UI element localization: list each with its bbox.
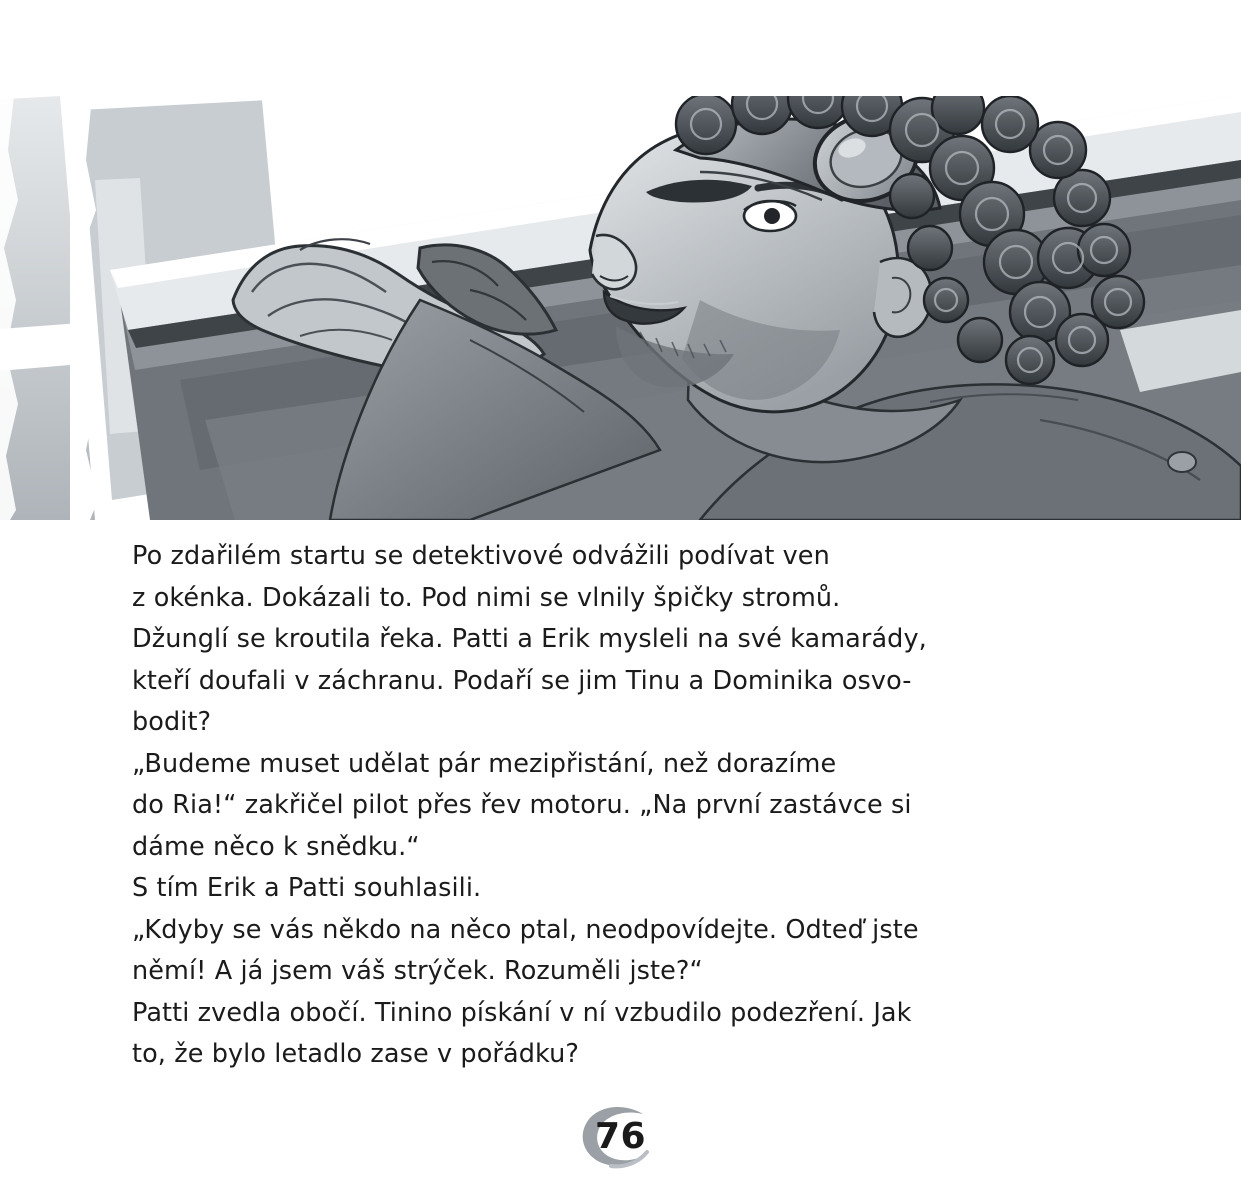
page-footer	[0, 1100, 1241, 1180]
text-line: z okénka. Dokázali to. Pod nimi se vlnily špičky stromů.	[132, 582, 841, 613]
text-line: to, že bylo letadlo zase v pořádku?	[132, 1039, 579, 1069]
text-line: Patti zvedla obočí. Tinino pískání v ní vzbudilo podezření. Jak	[132, 997, 912, 1028]
page-number: 76	[594, 1115, 647, 1157]
text-line: bodit?	[132, 707, 212, 737]
text-line: do Ria!“ zakřičel pilot přes řev motoru. „Na první zastávce si	[132, 790, 912, 820]
comic-illustration-svg	[0, 0, 1241, 520]
text-line: „Kdyby se vás někdo na něco ptal, neodpovídejte. Odteď jste	[132, 914, 919, 945]
text-line: S tím Erik a Patti souhlasili.	[132, 873, 482, 903]
text-line: němí! A já jsem váš strýček. Rozuměli jste?“	[132, 956, 703, 986]
text-line: Po zdařilém startu se detektivové odvážili podívat ven	[132, 541, 830, 571]
text-line: dáme něco k snědku.“	[132, 831, 420, 862]
text-line: „Budeme muset udělat pár mezipřistání, než dorazíme	[132, 748, 837, 779]
text-line: kteří doufali v záchranu. Podaří se jim Tinu a Dominika osvo-	[132, 665, 912, 696]
page-number-badge	[573, 1100, 669, 1172]
text-line: Džunglí se kroutila řeka. Patti a Erik mysleli na své kamarády,	[132, 624, 927, 654]
body-text	[132, 536, 1142, 1076]
illustration-panel	[0, 0, 1241, 520]
